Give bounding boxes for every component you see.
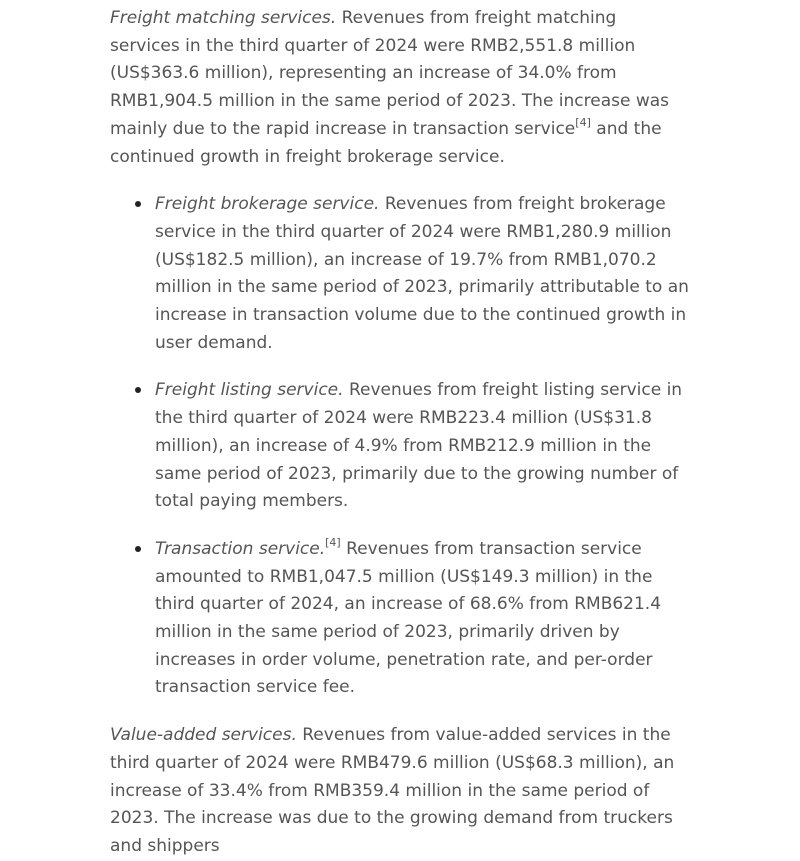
bullet-transaction-service <box>110 536 695 702</box>
bullet-heading: Transaction service. <box>155 538 326 559</box>
service-bullet-list <box>110 191 710 702</box>
document-body <box>110 5 710 861</box>
value-added-text: Revenues from value-added services in the third quarter of 2024 were RMB479.6 million (US$68.3 million), an increase of 33.4% from RMB359.4 million in the same period of 2023. The increase was due to the growing demand from truckers and shippers <box>110 725 675 856</box>
freight-matching-text: Revenues from freight matching services in the third quarter of 2024 were RMB2,551.8 million (US$363.6 million), representing an increase of 34.0% from RMB1,904.5 million in the same period of 2023. The increase was mainly due to the rapid increase in transaction service <box>110 8 670 139</box>
bullet-dot-icon <box>135 387 141 393</box>
bullet-text: Revenues from freight listing service in the third quarter of 2024 were RMB223.4 million (US$31.8 million), an increase of 4.9% from RMB212.9 million in the same period of 2023, primarily due to the growing number of total paying members. <box>155 380 683 512</box>
bullet-text: Revenues from freight brokerage service in the third quarter of 2024 were RMB1,280.9 million (US$182.5 million), an increase of 19.7% from RMB1,070.2 million in the same period of 2023, primarily attributable to an increase in transaction volume due to the continued growth in user demand. <box>155 194 689 353</box>
value-added-heading: Value-added services. <box>110 725 297 746</box>
bullet-dot-icon <box>135 201 141 207</box>
freight-matching-heading: Freight matching services. <box>110 8 337 28</box>
footnote-marker: [4] <box>575 116 591 130</box>
bullet-text: Revenues from transaction service amounted to RMB1,047.5 million (US$149.3 million) in the third quarter of 2024, an increase of 68.6% from RMB621.4 million in the same period of 2023, primarily driven by increases in order volume, penetration rate, and per-order transaction service fee. <box>155 538 662 698</box>
bullet-freight-brokerage <box>110 191 695 357</box>
freight-matching-text-end: and the continued growth in freight brokerage service. <box>110 118 662 167</box>
bullet-heading: Freight listing service. <box>155 380 344 401</box>
bullet-freight-listing <box>110 377 695 516</box>
bullet-heading: Freight brokerage service. <box>155 194 380 215</box>
bullet-dot-icon <box>135 546 141 552</box>
footnote-marker: [4] <box>325 536 341 550</box>
freight-matching-paragraph <box>110 5 690 171</box>
value-added-paragraph <box>110 722 690 861</box>
